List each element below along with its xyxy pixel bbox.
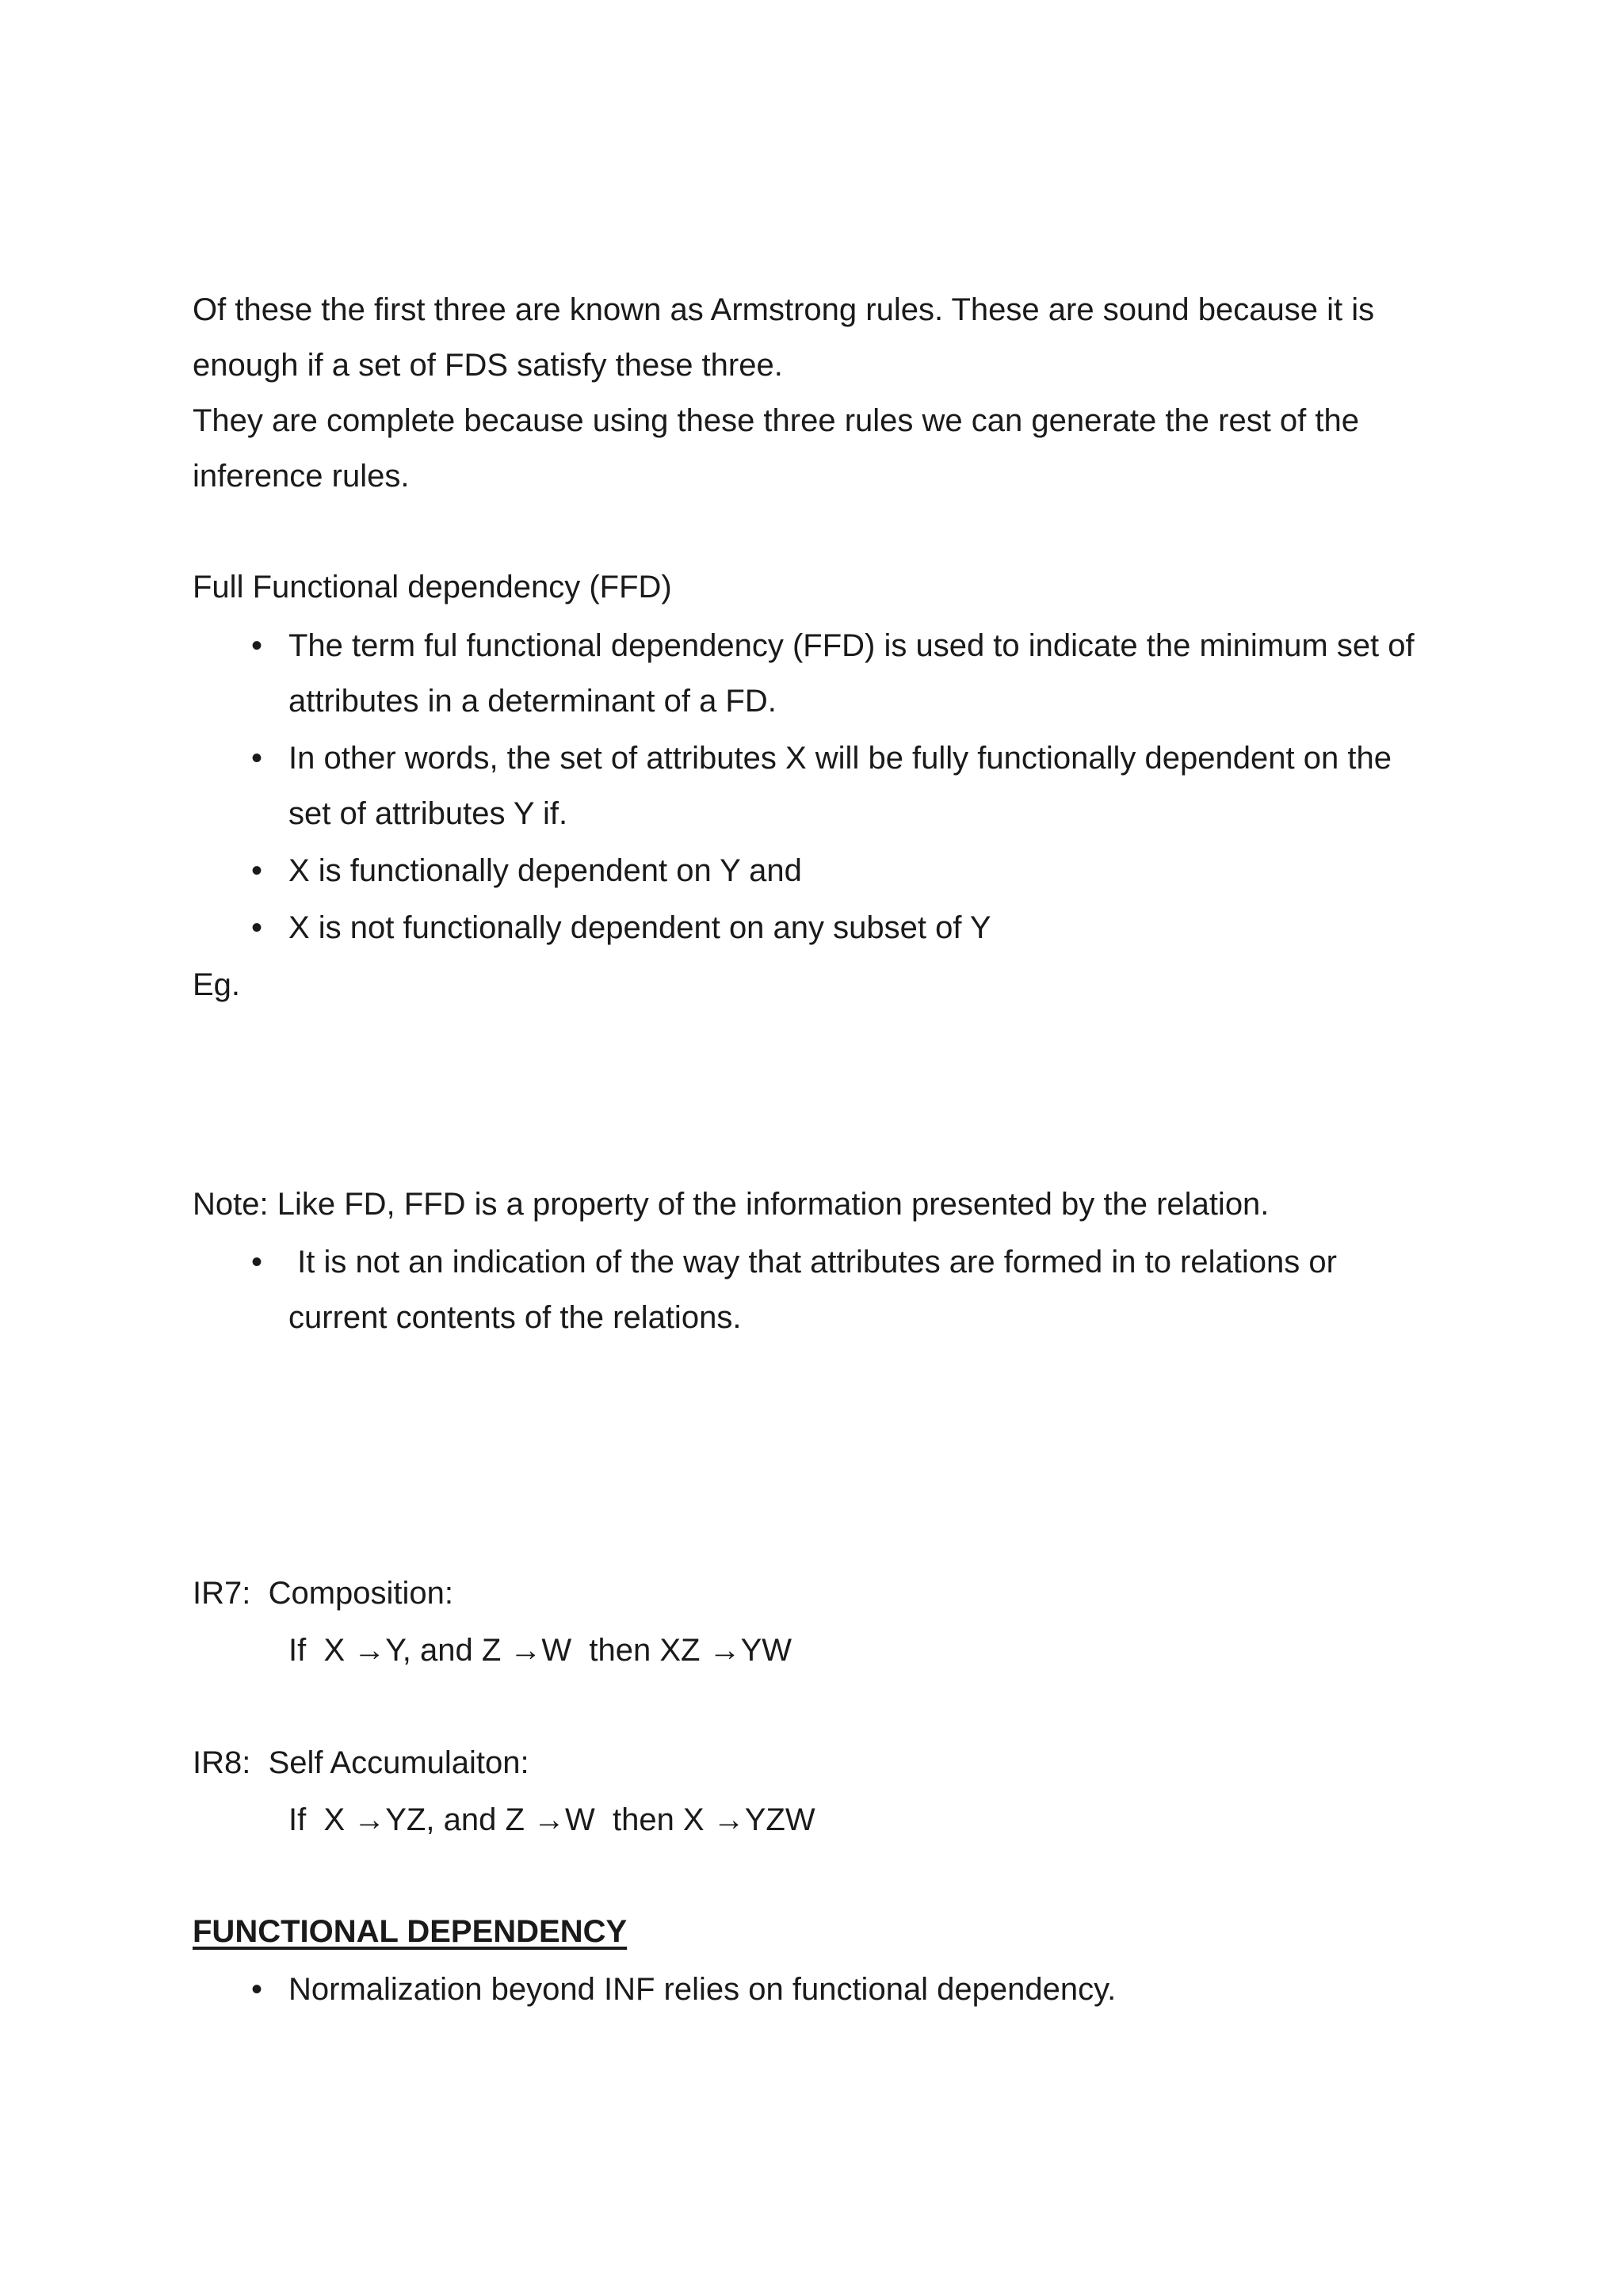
example-label: Eg. bbox=[193, 967, 241, 1002]
functional-dependency-heading: FUNCTIONAL DEPENDENCY bbox=[193, 1914, 628, 1949]
bullet-icon: • bbox=[250, 1972, 262, 2007]
intro-line-1: Of these the first three are known as Armstrong rules. These are sound because it is bbox=[193, 292, 1375, 327]
bullet-icon: • bbox=[250, 628, 262, 663]
ffd-bullet-1-line-2: attributes in a determinant of a FD. bbox=[288, 684, 777, 719]
note-bullet-line-2: current contents of the relations. bbox=[288, 1300, 742, 1335]
rule-ir8-label: IR8: Self Accumulaiton: bbox=[193, 1745, 529, 1780]
functional-dependency-bullet-text: Normalization beyond INF relies on functional dependency. bbox=[288, 1972, 1117, 2007]
ffd-bullet-4-line-1: X is not functionally dependent on any subset of Y bbox=[288, 910, 991, 945]
note-text: Note: Like FD, FFD is a property of the information presented by the relation. bbox=[193, 1187, 1270, 1222]
bullet-icon: • bbox=[250, 741, 262, 776]
ffd-bullet-1-line-1: The term ful functional dependency (FFD) is used to indicate the minimum set of bbox=[288, 628, 1415, 663]
ffd-bullet-2-line-2: set of attributes Y if. bbox=[288, 796, 568, 831]
ffd-bullet-3-line-1: X is functionally dependent on Y and bbox=[288, 853, 802, 888]
intro-line-4: inference rules. bbox=[193, 459, 410, 494]
bullet-icon: • bbox=[250, 910, 262, 945]
intro-line-2: enough if a set of FDS satisfy these three. bbox=[193, 348, 783, 383]
ffd-title: Full Functional dependency (FFD) bbox=[193, 570, 672, 605]
bullet-icon: • bbox=[250, 1245, 262, 1280]
ffd-bullet-2-line-1: In other words, the set of attributes X will be fully functionally dependent on the bbox=[288, 741, 1392, 776]
rule-ir7-formula: If X →Y, and Z →W then XZ →YW bbox=[288, 1633, 792, 1668]
note-bullet-line-1: It is not an indication of the way that attributes are formed in to relations or bbox=[288, 1245, 1337, 1280]
intro-line-3: They are complete because using these three rules we can generate the rest of the bbox=[193, 403, 1359, 438]
rule-ir7-label: IR7: Composition: bbox=[193, 1576, 454, 1611]
bullet-icon: • bbox=[250, 853, 262, 888]
rule-ir8-formula: If X →YZ, and Z →W then X →YZW bbox=[288, 1802, 815, 1837]
